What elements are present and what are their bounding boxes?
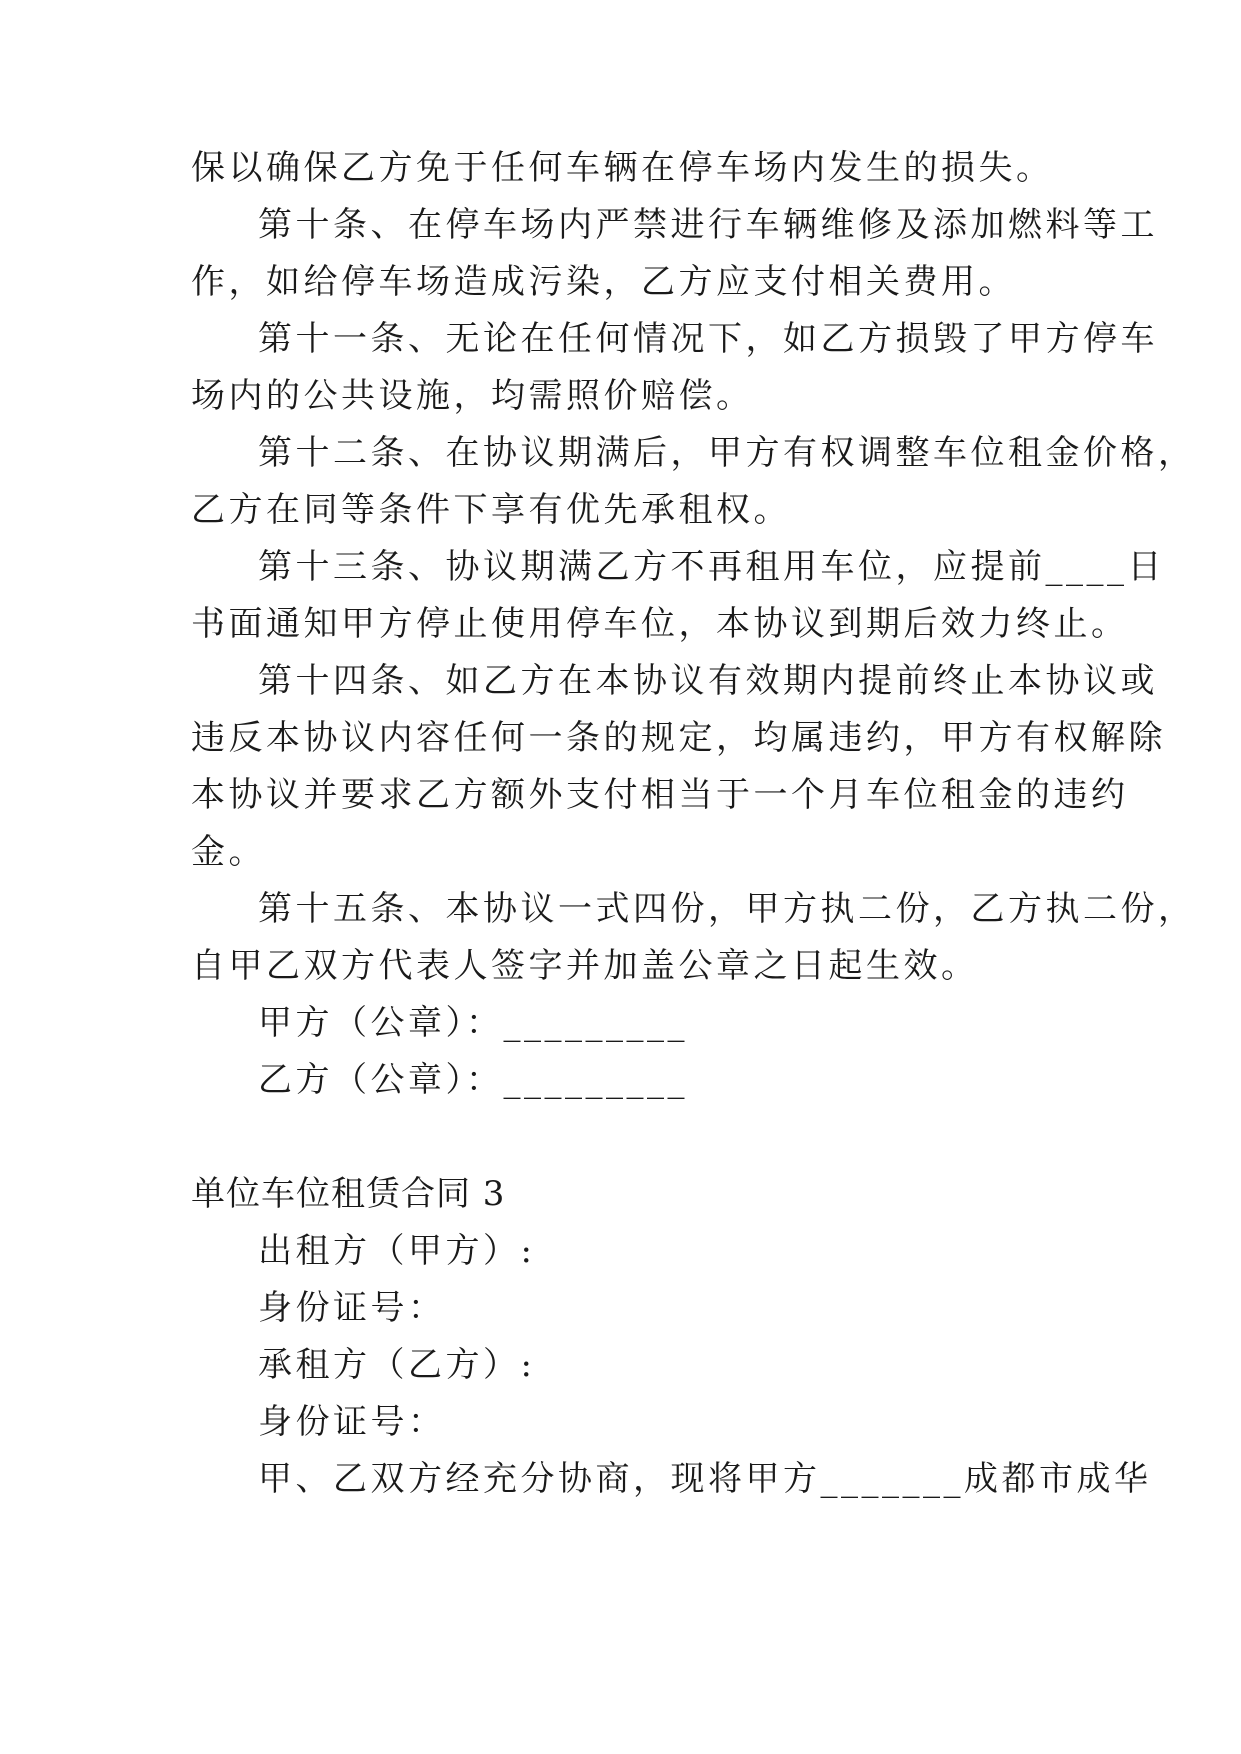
section-title: 单位车位租赁合同 3 — [191, 1174, 506, 1214]
article-15-line-1: 第十五条、本协议一式四份，甲方执二份，乙方执二份， — [258, 889, 1196, 929]
article-12-line-2: 乙方在同等条件下享有优先承租权。 — [191, 490, 791, 530]
article-11-line-1: 第十一条、无论在任何情况下，如乙方损毁了甲方停车 — [258, 319, 1158, 359]
article-10-line-2: 作，如给停车场造成污染，乙方应支付相关费用。 — [191, 262, 1016, 302]
lessor-field: 出租方（甲方）: — [258, 1231, 536, 1271]
article-14-line-1: 第十四条、如乙方在本协议有效期内提前终止本协议或 — [258, 661, 1158, 701]
party-b-seal-line: 乙方（公章）：_________ — [258, 1060, 688, 1100]
article-14-line-2: 违反本协议内容任何一条的规定，均属违约，甲方有权解除 — [191, 718, 1166, 758]
lessee-field: 承租方（乙方）: — [258, 1345, 536, 1385]
article-13-line-2: 书面通知甲方停止使用停车位，本协议到期后效力终止。 — [191, 604, 1129, 644]
article-11-line-2: 场内的公共设施，均需照价赔偿。 — [191, 376, 754, 416]
paragraph-line: 保以确保乙方免于任何车辆在停车场内发生的损失。 — [191, 148, 1054, 188]
article-10-line-1: 第十条、在停车场内严禁进行车辆维修及添加燃料等工 — [258, 205, 1158, 245]
party-a-seal-line: 甲方（公章）：_________ — [258, 1003, 688, 1043]
article-14-line-4: 金。 — [191, 832, 266, 872]
article-15-line-2: 自甲乙双方代表人签字并加盖公章之日起生效。 — [191, 946, 979, 986]
article-12-line-1: 第十二条、在协议期满后，甲方有权调整车位租金价格， — [258, 433, 1196, 473]
lessee-id-field: 身份证号： — [258, 1402, 446, 1442]
agreement-intro-line: 甲、乙双方经充分协商，现将甲方_______成都市成华 — [258, 1459, 1152, 1499]
article-13-line-1: 第十三条、协议期满乙方不再租用车位，应提前____日 — [258, 547, 1165, 587]
article-14-line-3: 本协议并要求乙方额外支付相当于一个月车位租金的违约 — [191, 775, 1129, 815]
lessor-id-field: 身份证号： — [258, 1288, 446, 1328]
